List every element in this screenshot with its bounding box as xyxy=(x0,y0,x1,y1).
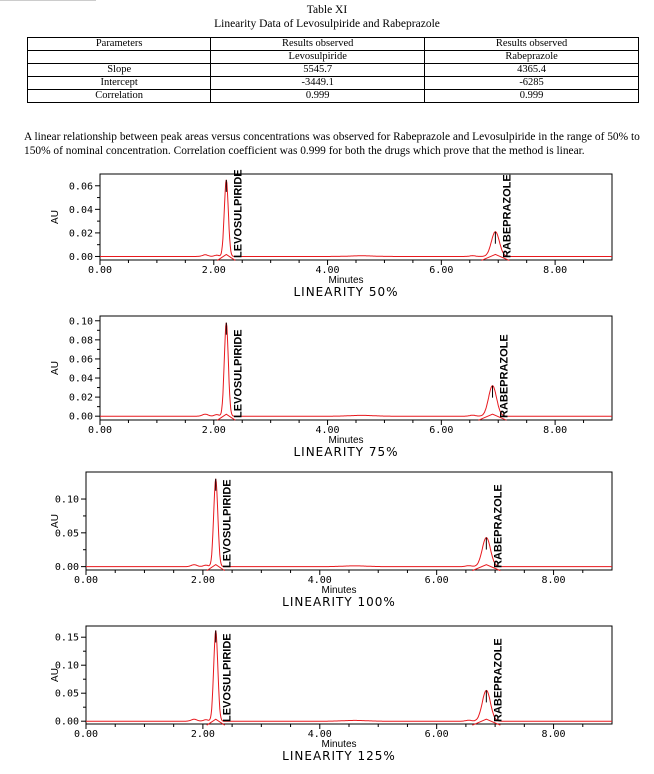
x-tick-label: 4.00 xyxy=(315,265,340,276)
x-axis-label: Minutes xyxy=(321,585,357,596)
chart-title: LINEARITY 100% xyxy=(282,595,396,609)
chromatogram-svg xyxy=(0,168,654,298)
chromatogram-75 xyxy=(0,310,654,460)
table-row xyxy=(28,77,639,90)
chart-title: LINEARITY 75% xyxy=(293,445,399,459)
table-subheader xyxy=(28,51,211,64)
peak-label: RABEPRAZOLE xyxy=(501,174,514,258)
chromatogram-100 xyxy=(0,466,654,614)
table-header: Results observed xyxy=(425,38,639,51)
y-tick-label: 0.10 xyxy=(54,494,79,506)
table-title: Table XI xyxy=(306,4,348,16)
y-tick-label: 0.02 xyxy=(68,228,93,240)
y-tick-label: 0.02 xyxy=(68,392,93,404)
y-tick-label: 0.05 xyxy=(54,528,79,540)
y-tick-label: 0.08 xyxy=(68,335,93,347)
linearity-table xyxy=(27,37,639,103)
table-subheader: Rabeprazole xyxy=(425,51,639,64)
y-tick-label: 0.06 xyxy=(68,354,93,366)
chromatogram-svg xyxy=(0,620,654,768)
chromatogram-125 xyxy=(0,620,654,768)
table-subtitle: Linearity Data of Levosulpiride and Rabeprazole xyxy=(214,18,440,30)
x-tick-label: 0.00 xyxy=(73,729,99,740)
x-axis-label: Minutes xyxy=(328,435,364,446)
table-cell: 5545.7 xyxy=(211,64,425,77)
x-axis-label: Minutes xyxy=(321,739,357,750)
x-tick-label: 6.00 xyxy=(424,729,449,740)
table-subheader: Levosulpiride xyxy=(211,51,425,64)
table-cell: Slope xyxy=(28,64,211,77)
peak-label: RABEPRAZOLE xyxy=(498,334,511,418)
table-cell: -6285 xyxy=(425,77,639,90)
x-tick-label: 8.00 xyxy=(543,425,568,436)
x-tick-label: 8.00 xyxy=(541,575,566,586)
y-tick-label: 0.06 xyxy=(68,181,93,193)
y-axis-label: AU xyxy=(50,361,61,375)
y-axis-label: AU xyxy=(50,210,61,224)
x-tick-label: 6.00 xyxy=(424,575,449,586)
x-tick-label: 2.00 xyxy=(201,425,226,436)
chromatogram-trace xyxy=(100,323,612,417)
x-tick-label: 2.00 xyxy=(190,729,215,740)
y-tick-label: 0.00 xyxy=(68,251,93,263)
table-row xyxy=(28,90,639,103)
x-tick-label: 0.00 xyxy=(87,425,113,436)
table-cell: 0.999 xyxy=(425,90,639,103)
plot-frame xyxy=(100,316,612,420)
chart-title: LINEARITY 50% xyxy=(293,285,399,298)
chromatogram-trace xyxy=(100,180,612,257)
y-tick-label: 0.10 xyxy=(68,316,93,328)
y-tick-label: 0.00 xyxy=(68,411,93,423)
plot-frame xyxy=(100,174,612,260)
x-tick-label: 6.00 xyxy=(429,425,454,436)
table-header: Parameters xyxy=(28,38,211,51)
y-tick-label: 0.00 xyxy=(54,716,79,728)
plot-frame xyxy=(86,472,612,570)
chart-title: LINEARITY 125% xyxy=(282,749,396,763)
table-cell: -3449.1 xyxy=(211,77,425,90)
top-rule xyxy=(0,0,96,1)
x-axis-label: Minutes xyxy=(328,275,364,286)
x-tick-label: 2.00 xyxy=(190,575,215,586)
body-paragraph: A linear relationship between peak areas versus concentrations was observed for Rabeprazole and Levosulpiride in the range of 50% to 150% of nominal concentration. Correlation coefficient was 0.999 for both the drugs which prove that the method is linear. xyxy=(24,131,640,157)
x-tick-label: 6.00 xyxy=(429,265,454,276)
table-cell: 0.999 xyxy=(211,90,425,103)
x-tick-label: 0.00 xyxy=(73,575,99,586)
y-tick-label: 0.10 xyxy=(54,660,79,672)
table-cell: Correlation xyxy=(28,90,211,103)
peak-label: RABEPRAZOLE xyxy=(492,638,505,722)
chromatogram-svg xyxy=(0,310,654,460)
plot-frame xyxy=(86,626,612,724)
peak-label: RABEPRAZOLE xyxy=(492,484,505,568)
y-tick-label: 0.05 xyxy=(54,688,79,700)
chromatogram-svg xyxy=(0,466,654,614)
chromatogram-trace xyxy=(86,479,612,567)
x-tick-label: 4.00 xyxy=(307,575,332,586)
y-tick-label: 0.00 xyxy=(54,562,79,574)
y-tick-label: 0.04 xyxy=(68,204,93,216)
x-tick-label: 8.00 xyxy=(541,729,566,740)
y-axis-label: AU xyxy=(50,668,61,682)
x-tick-label: 0.00 xyxy=(87,265,113,276)
chromatogram-50 xyxy=(0,168,654,298)
x-tick-label: 4.00 xyxy=(315,425,340,436)
table-subheader-row xyxy=(28,51,639,64)
table-header-row xyxy=(28,38,639,51)
table-header: Results observed xyxy=(211,38,425,51)
peak-label: LEVOSULPIRIDE xyxy=(221,633,234,722)
y-tick-label: 0.15 xyxy=(54,632,79,644)
peak-label: LEVOSULPIRIDE xyxy=(232,329,245,418)
y-axis-label: AU xyxy=(50,514,61,528)
table-cell: 4365.4 xyxy=(425,64,639,77)
table-row xyxy=(28,64,639,77)
x-tick-label: 2.00 xyxy=(201,265,226,276)
table-cell: Intercept xyxy=(28,77,211,90)
chromatogram-trace xyxy=(86,631,612,722)
x-tick-label: 4.00 xyxy=(307,729,332,740)
y-tick-label: 0.04 xyxy=(68,373,93,385)
peak-label: LEVOSULPIRIDE xyxy=(232,169,245,258)
x-tick-label: 8.00 xyxy=(543,265,568,276)
peak-label: LEVOSULPIRIDE xyxy=(221,479,234,568)
